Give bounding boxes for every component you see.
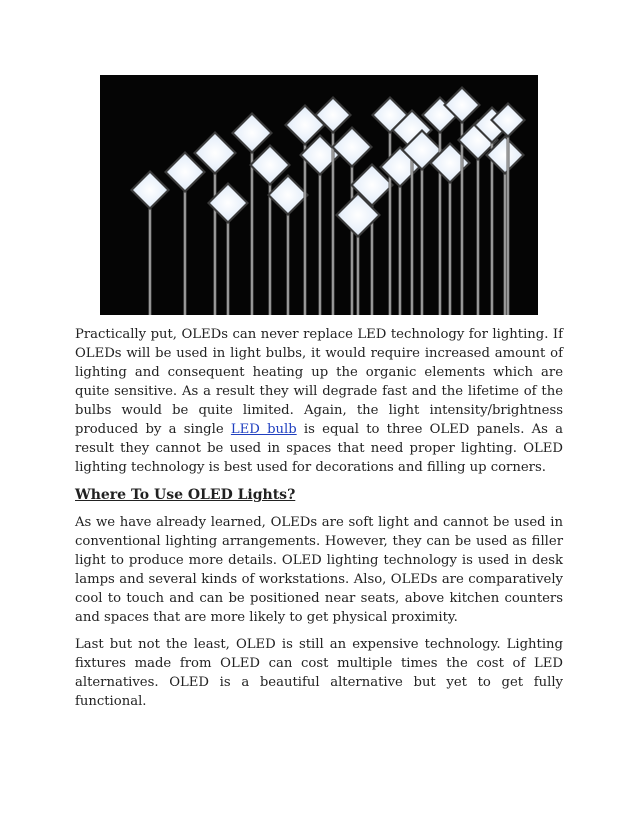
lamp-stem [251,151,254,315]
lamp-stem [149,207,152,315]
lamp-stem [399,185,402,315]
section-heading: Where To Use OLED Lights? [75,487,296,503]
lamp-stem [461,121,464,315]
lamp-stem [332,131,335,315]
paragraph-where-to-use: As we have already learned, OLEDs are soft light and cannot be used in conventional lighting arrangements. However, they can be used as filler light to produce more details. OLED lighting technology is used in desk lamps and several kinds of workstations. Also, OLEDs are comparatively cool to touch and can be positioned near seats, above kitchen counters and spaces that are more likely to get physical proximity. [75,515,563,625]
lamp-stem [319,173,322,315]
lamp-stem [504,172,507,315]
paragraph-text: is equal to three OLED panels. As a result they cannot be used in spaces that need proper lighting. OLED lighting technology is best used for decorations and filling up corners. [75,422,563,475]
lamp-stem [227,221,230,315]
article-body [75,325,563,719]
lamp-stem [269,183,272,315]
lamp-stem [477,158,480,315]
lamp-stem [421,168,424,315]
oled-panels-illustration [100,75,538,315]
paragraph-oled-limitations [75,325,563,477]
lamp-stem [491,141,494,315]
lamp-stem [411,148,414,315]
paragraph-text: Practically put, OLEDs can never replace LED technology for lighting. If OLEDs will be used in light bulbs, it would require increased amount of lighting and consequent heating up the organic elements which are quite sensitive. As a result they will degrade fast and the lifetime of the bulbs would be quite limited. Again, the light intensity/brightness produced by a single [75,327,563,437]
lamp-stem [357,235,360,315]
lamp-stem [287,213,290,315]
paragraph-cost: Last but not the least, OLED is still an expensive technology. Lighting fixtures made from OLED can cost multiple times the cost of LED alternatives. OLED is a beautiful alternative but yet to get fully functional. [75,637,563,709]
lamp-stem [214,172,217,315]
lamp-stem [507,135,510,315]
lamp-stem [449,181,452,315]
lamp-stem [184,190,187,315]
led-bulb-link[interactable]: LED bulb [230,422,297,437]
lamp-stem [304,143,307,315]
oled-panels-image [100,75,538,315]
